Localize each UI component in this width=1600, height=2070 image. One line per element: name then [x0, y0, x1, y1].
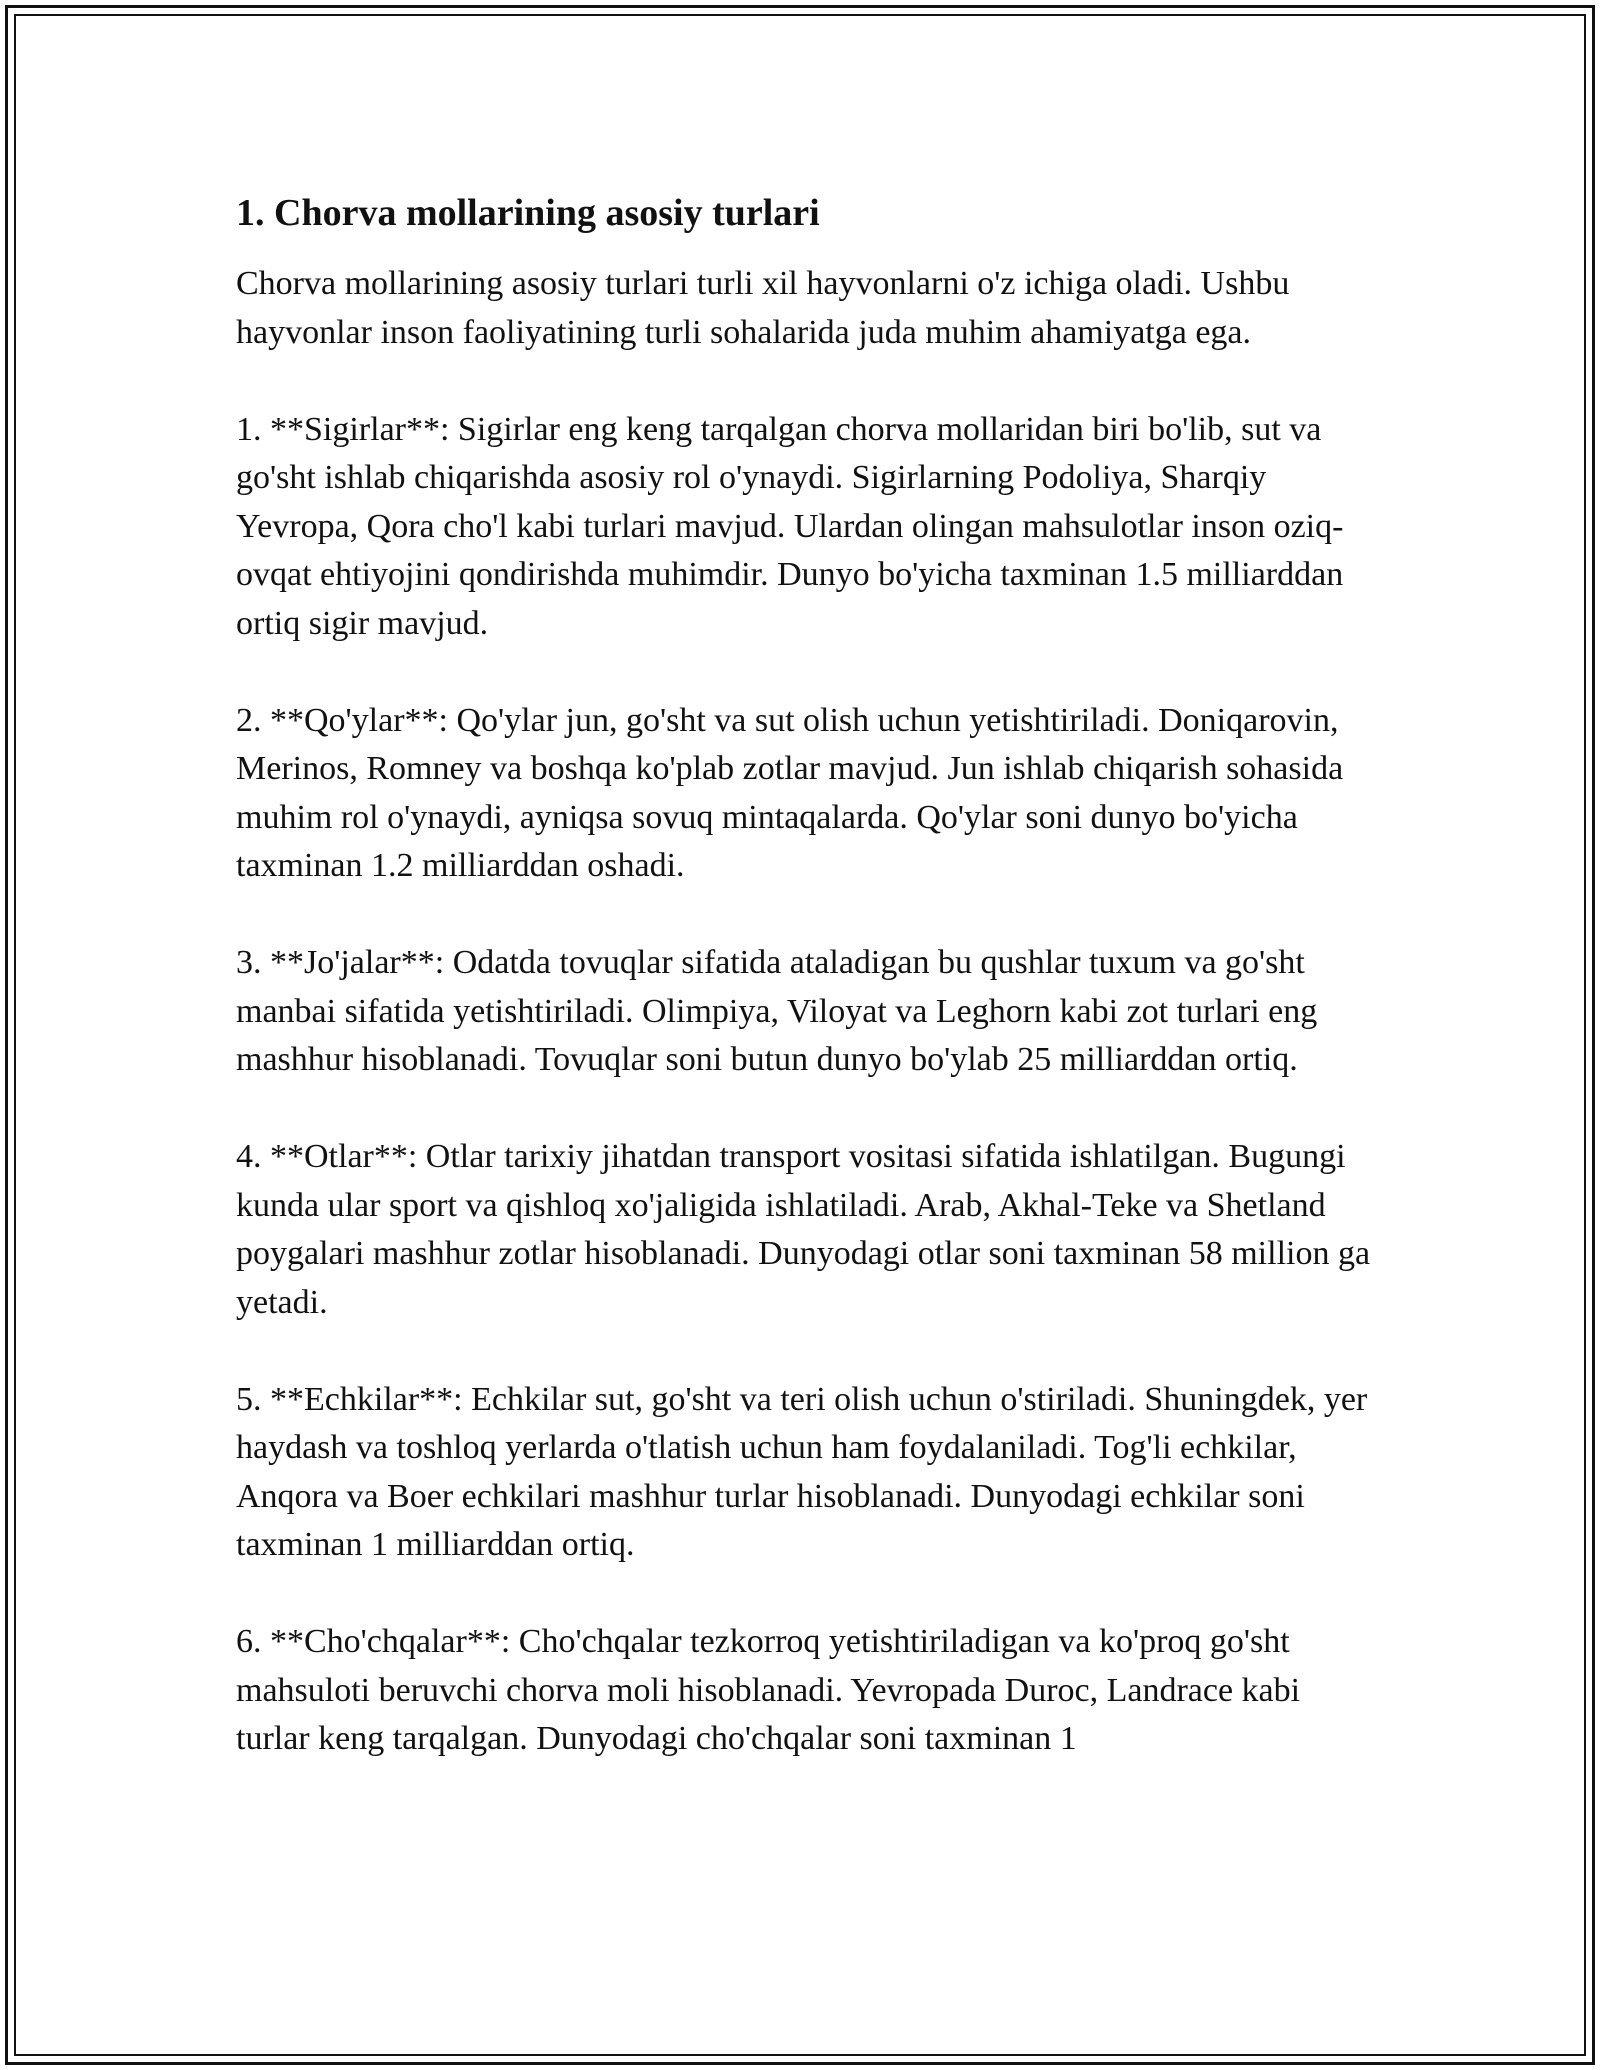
- list-item-horses: 4. **Otlar**: Otlar tarixiy jihatdan transport vositasi sifatida ishlatilgan. Bugungi kunda ular sport va qishloq xo'jaligida ishlatiladi. Arab, Akhal-Teke va Shetland poygalari mashhur zotlar hisoblanadi. Dunyodagi otlar soni taxminan 58 million ga yetadi.: [236, 1138, 1371, 1321]
- list-item-cows: 1. **Sigirlar**: Sigirlar eng keng tarqalgan chorva mollaridan biri bo'lib, sut va go'sht ishlab chiqarishda asosiy rol o'ynaydi. Sigirlarning Podoliya, Sharqiy Yevropa, Qora cho'l kabi turlari mavjud. Ulardan olingan mahsulotlar inson oziq-ovqat ehtiyojini qondirishda muhimdir. Dunyo bo'yicha taxminan 1.5 milliarddan ortiq sigir mavjud.: [236, 410, 1344, 642]
- list-item-goats: 5. **Echkilar**: Echkilar sut, go'sht va teri olish uchun o'stiriladi. Shuningdek, yer haydash va toshloq yerlarda o'tlatish uchun ham foydalaniladi. Tog'li echkilar, Anqora va Boer echkilari mashhur turlar hisoblanadi. Dunyodagi echkilar soni taxminan 1 milliarddan ortiq.: [236, 1380, 1368, 1563]
- list-item-chickens: 3. **Jo'jalar**: Odatda tovuqlar sifatida ataladigan bu qushlar tuxum va go'sht manbai sifatida yetishtiriladi. Olimpiya, Viloyat va Leghorn kabi zot turlari eng mashhur hisoblanadi. Tovuqlar soni butun dunyo bo'ylab 25 milliarddan ortiq.: [236, 944, 1318, 1078]
- list-item-pigs: 6. **Cho'chqalar**: Cho'chqalar tezkorroq yetishtiriladigan va ko'proq go'sht mahsuloti beruvchi chorva moli hisoblanadi. Yevropada Duroc, Landrace kabi turlar keng tarqalgan. Dunyodagi cho'chqalar soni taxminan 1: [236, 1623, 1301, 1757]
- section-heading: 1. Chorva mollarining asosiy turlari: [236, 192, 820, 234]
- list-item-sheep: 2. **Qo'ylar**: Qo'ylar jun, go'sht va sut olish uchun yetishtiriladi. Doniqarovin, Merinos, Romney va boshqa ko'plab zotlar mavjud. Jun ishlab chiqarish sohasida muhim rol o'ynaydi, ayniqsa sovuq mintaqalarda. Qo'ylar soni dunyo bo'yicha taxminan 1.2 milliarddan oshadi.: [236, 701, 1344, 884]
- intro-paragraph: Chorva mollarining asosiy turlari turli xil hayvonlarni o'z ichiga oladi. Ushbu hayvonlar inson faoliyatining turli sohalarida juda muhim ahamiyatga ega.: [236, 265, 1290, 351]
- document-body: [236, 186, 1374, 1764]
